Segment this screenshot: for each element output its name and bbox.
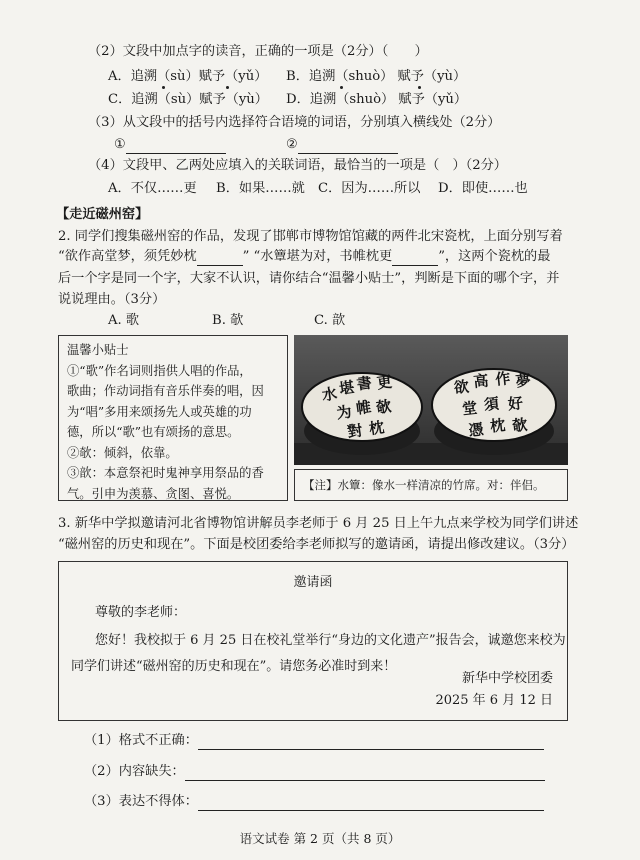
photo-note: 【注】水簟：像水一样清凉的竹席。对：伴侣。 <box>294 469 568 501</box>
q4-option-d: D．即使……也 <box>438 181 528 196</box>
q-2-option-a: A. 歌 <box>108 313 140 328</box>
pillow-char: 欹 <box>375 397 393 417</box>
q-3-line-1: 3. 新华中学拟邀请河北省博物馆讲解员李老师于 6 月 25 日上午九点来学校为同学们讲述 <box>58 516 579 531</box>
letter-signature: 新华中学校团委 <box>461 671 553 686</box>
pillow-char: 高 <box>472 371 490 391</box>
letter-body-line: 同学们讲述“磁州窑的历史和现在”。请您务必准时到来！ <box>71 659 397 674</box>
q-2-line-1: 2. 同学们搜集磁州窑的作品，发现了邯郸市博物馆馆藏的两件北宋瓷枕，上面分别写着 <box>58 229 563 244</box>
tips-title: 温馨小贴士 <box>67 343 129 357</box>
pillow-char: 堂 <box>461 398 479 419</box>
emphasis-dot <box>226 86 229 89</box>
answer-2[interactable] <box>84 763 545 781</box>
q2-option-a: A．追溯（sù）赋予（yǔ） <box>108 69 268 84</box>
answer-1[interactable] <box>84 732 544 750</box>
letter-body-line: 您好！我校拟于 6 月 25 日在校礼堂举行“身边的文化遗产”报告会，诚邀您来校为 <box>95 633 566 648</box>
pillow-char: 須 <box>483 394 500 415</box>
q-2-line-2 <box>58 248 550 266</box>
q-3-line-2: “磁州窑的历史和现在”。下面是校团委给李老师拟写的邀请函，请提出修改建议。（3分） <box>58 537 575 552</box>
pillow-photo <box>294 335 568 465</box>
tips-line: ②欹：倾斜，依靠。 <box>67 445 178 460</box>
answer-3-label: （3）表达不得体： <box>84 794 198 809</box>
q-2-line-3: 后一个字是同一个字，大家不认识，请你结合“温馨小贴士”，判断是下面的哪个字，并 <box>58 271 560 286</box>
pillow-char: 水 <box>320 384 339 405</box>
emphasis-dot <box>418 86 421 89</box>
q2-option-d: D．追溯（shuò） 赋予（yǔ） <box>286 92 468 107</box>
answer-line[interactable] <box>298 153 398 154</box>
letter-date: 2025 年 6 月 12 日 <box>435 693 553 708</box>
q3-blank-2-label: ② <box>286 137 298 152</box>
letter-salutation: 尊敬的李老师： <box>95 605 187 620</box>
pillow-char: 憑 <box>467 420 485 440</box>
pillow-char: 更 <box>375 372 394 393</box>
pillow-char: 为 <box>335 402 353 423</box>
answer-line[interactable] <box>185 780 545 781</box>
emphasis-dot <box>340 86 343 89</box>
tips-line: ③歆：本意祭祀时鬼神享用祭品的香 <box>67 466 264 480</box>
q2-stem: （2）文段中加点字的读音，正确的一项是（2分）（ ） <box>88 44 428 59</box>
pillow-char: 書 <box>355 373 373 394</box>
tips-box <box>58 335 288 501</box>
q3-blank-1[interactable] <box>114 136 226 154</box>
q3-blank-1-label: ① <box>114 137 126 152</box>
answer-line[interactable] <box>198 749 544 750</box>
tips-line: ①“歌”作名词则指供人唱的作品， <box>67 363 252 378</box>
poem-tail: ”，这两个瓷枕的最 <box>438 249 551 264</box>
q4-option-c: C．因为……所以 <box>318 181 421 196</box>
pillow-char: 欲 <box>453 377 470 398</box>
pillow-char: 夢 <box>514 371 532 391</box>
answer-1-label: （1）格式不正确： <box>84 733 198 748</box>
tips-line: 德，所以“歌”也有颂扬的意思。 <box>67 425 240 439</box>
emphasis-dot <box>162 86 165 89</box>
tips-line: 气。引申为羡慕、贪图、喜悦。 <box>67 486 240 501</box>
q4-stem: （4）文段甲、乙两处应填入的关联词语，最恰当的一项是（ ）（2分） <box>88 158 507 173</box>
q-2-option-c: C. 歆 <box>314 313 346 328</box>
q2-option-c: C．追溯（sù）赋予（yù） <box>108 92 268 107</box>
answer-line[interactable] <box>198 810 544 811</box>
pillow-char: 帷 <box>354 397 373 418</box>
pillow-photo-svg <box>294 335 568 465</box>
answer-2-label: （2）内容缺失： <box>84 764 185 779</box>
q2-option-b: B．追溯（shuò） 赋予（yù） <box>286 69 467 84</box>
pillow-char: 欹 <box>511 415 529 436</box>
q3-stem: （3）从文段中的括号内选择符合语境的词语，分别填入横线处（2分） <box>88 115 501 130</box>
section-title: 【走近磁州窑】 <box>56 207 149 222</box>
answer-3[interactable] <box>84 793 544 811</box>
answer-line[interactable] <box>392 265 438 266</box>
pillow-char: 枕 <box>367 418 386 439</box>
tips-line: 歌曲；作动词指有音乐伴奏的唱，因 <box>67 384 264 398</box>
pillow-char: 作 <box>494 369 512 389</box>
page-footer: 语文试卷 第 2 页（共 8 页） <box>239 831 401 846</box>
pillow-char: 好 <box>507 394 524 414</box>
pillow-char: 枕 <box>489 415 507 436</box>
q4-option-b: B．如果……就 <box>216 181 305 196</box>
poem-1: “欲作高堂梦，须凭妙枕 <box>58 249 197 264</box>
tips-line: 为“唱”多用来颂扬先人或英雄的功 <box>67 404 252 419</box>
q4-option-a: A．不仅……更 <box>108 181 197 196</box>
answer-line[interactable] <box>126 153 226 154</box>
answer-line[interactable] <box>197 265 243 266</box>
pillow-char: 對 <box>346 421 364 442</box>
pillow-char: 堪 <box>338 377 356 398</box>
q-2-line-4: 说说理由。（3分） <box>58 292 166 307</box>
poem-2: ” “水簟堪为对，书帷枕更 <box>242 249 393 264</box>
q3-blank-2[interactable] <box>286 136 398 154</box>
invitation-letter <box>58 561 568 721</box>
letter-title: 邀请函 <box>293 575 333 590</box>
q-2-option-b: B. 欹 <box>212 313 244 328</box>
